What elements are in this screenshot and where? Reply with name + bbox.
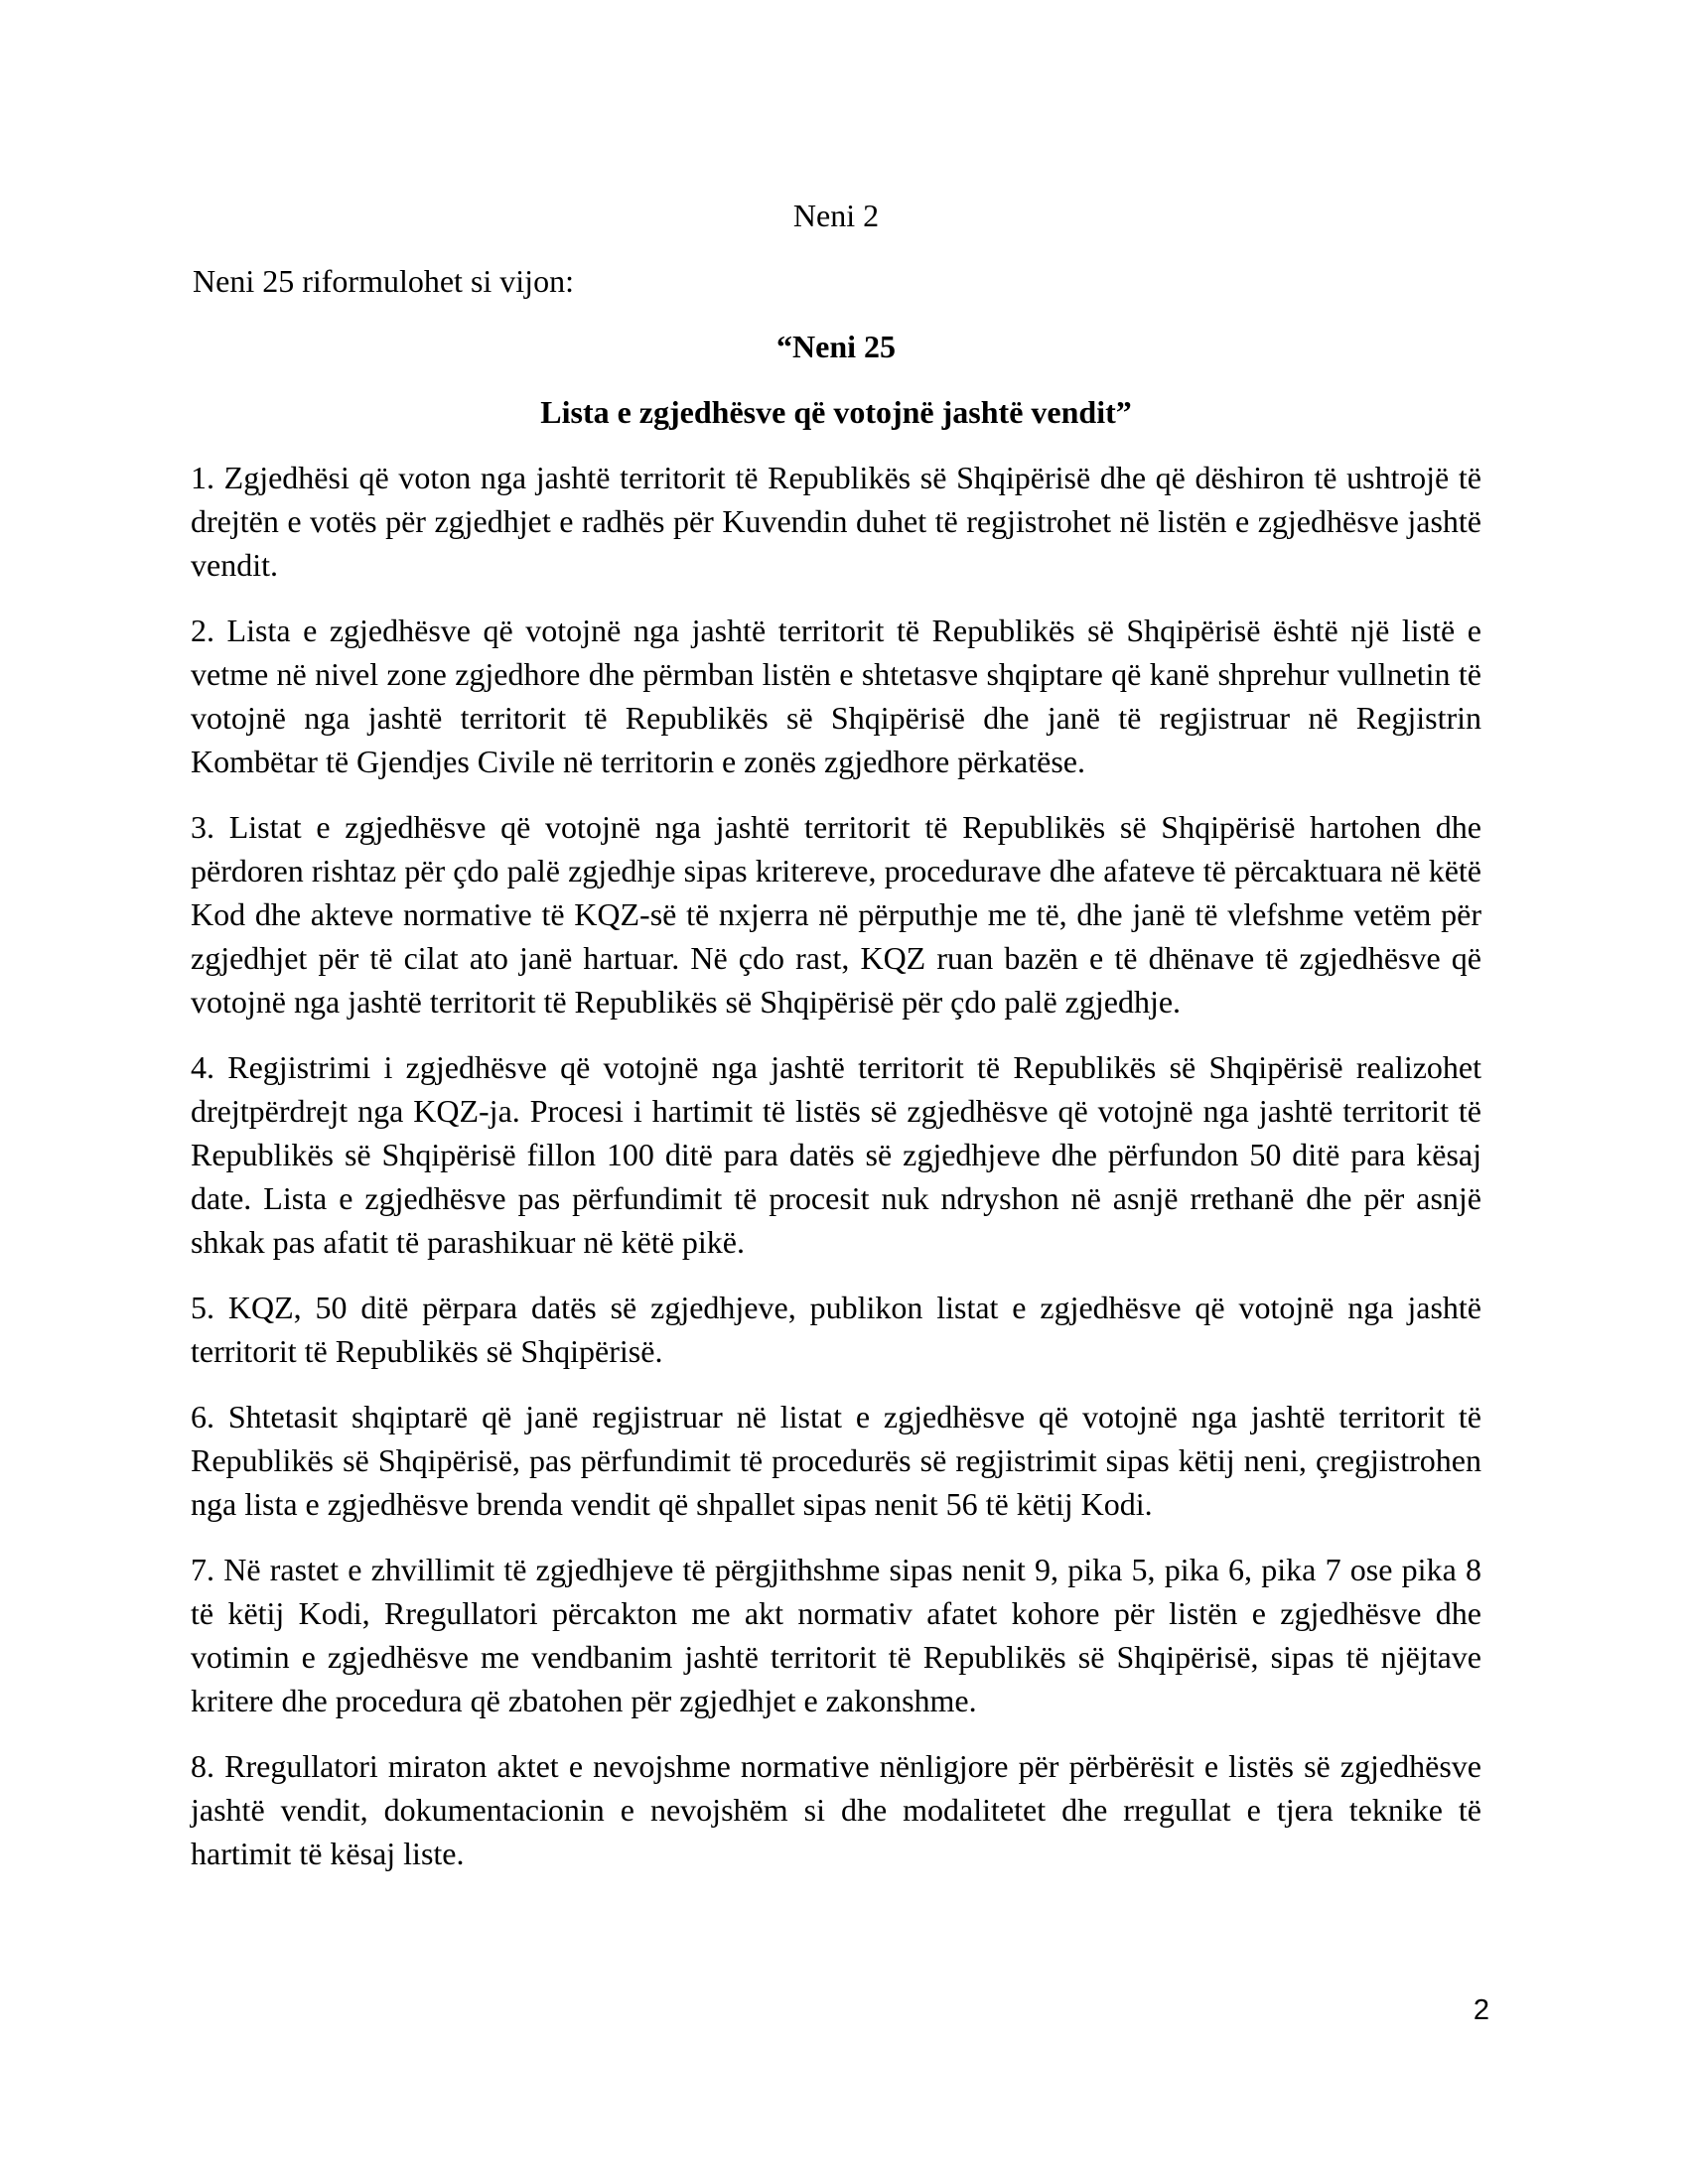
paragraph-4: 4. Regjistrimi i zgjedhësve që votojnë nga jashtë territorit të Republikës së Shqipërisë realizohet drejtpërdrejt nga KQZ-ja. Procesi i hartimit të listës së zgjedhësve që votojnë nga jashtë territorit të Republikës së Shqipërisë fillon 100 ditë para datës së zgjedhjeve dhe përfundon 50 ditë para kësaj date. Lista e zgjedhësve pas përfundimit të procesit nuk ndryshon në asnjë rrethanë dhe për asnjë shkak pas afatit të parashikuar në këtë pikë. [191, 1049, 1481, 1260]
intro-line: Neni 25 riformulohet si vijon: [193, 263, 574, 299]
paragraph-8: 8. Rregullatori miraton aktet e nevojshme normative nënligjore për përbërësit e listës së zgjedhësve jashtë vendit, dokumentacionin e nevojshëm si dhe modalitetet dhe rregullat e tjera teknike të hartimit të kësaj liste. [191, 1748, 1481, 1871]
paragraph-7: 7. Në rastet e zhvillimit të zgjedhjeve të përgjithshme sipas nenit 9, pika 5, pika 6, pika 7 ose pika 8 të këtij Kodi, Rregullatori përcakton me akt normativ afatet kohore për listën e zgjedhësve dhe votimin e zgjedhësve me vendbanim jashtë territorit të Republikës së Shqipërisë, sipas të njëjtave kritere dhe procedura që zbatohen për zgjedhjet e zakonshme. [191, 1552, 1481, 1718]
paragraph-3: 3. Listat e zgjedhësve që votojnë nga jashtë territorit të Republikës së Shqipërisë hartohen dhe përdoren rishtaz për çdo palë zgjedhje sipas kritereve, procedurave dhe afateve të përcaktuara në këtë Kod dhe akteve normative të KQZ-së të nxjerra në përputhje me të, dhe janë të vlefshme vetëm për zgjedhjet për të cilat ato janë hartuar. Në çdo rast, KQZ ruan bazën e të dhënave të zgjedhësve që votojnë nga jashtë territorit të Republikës së Shqipërisë për çdo palë zgjedhje. [191, 809, 1481, 1020]
page-number: 2 [1473, 1994, 1489, 2026]
paragraph-2: 2. Lista e zgjedhësve që votojnë nga jashtë territorit të Republikës së Shqipërisë është një listë e vetme në nivel zone zgjedhore dhe përmban listën e shtetasve shqiptare që kanë shprehur vullnetin të votojnë nga jashtë territorit të Republikës së Shqipërisë dhe janë të regjistruar në Regjistrin Kombëtar të Gjendjes Civile në territorin e zonës zgjedhore përkatëse. [191, 613, 1481, 779]
paragraph-1: 1. Zgjedhësi që voton nga jashtë territorit të Republikës së Shqipërisë dhe që dëshiron të ushtrojë të drejtën e votës për zgjedhjet e radhës për Kuvendin duhet të regjistrohet në listën e zgjedhësve jashtë vendit. [191, 460, 1481, 583]
article-heading: Neni 2 [792, 198, 880, 233]
document-body [191, 194, 1481, 1897]
article-title: Lista e zgjedhësve që votojnë jashtë vendit” [540, 394, 1132, 430]
quoted-article-heading: “Neni 25 [776, 329, 896, 364]
paragraph-5: 5. KQZ, 50 ditë përpara datës së zgjedhjeve, publikon listat e zgjedhësve që votojnë nga jashtë territorit të Republikës së Shqipërisë. [191, 1290, 1481, 1369]
paragraph-6: 6. Shtetasit shqiptarë që janë regjistruar në listat e zgjedhësve që votojnë nga jashtë territorit të Republikës së Shqipërisë, pas përfundimit të procedurës së regjistrimit sipas këtij neni, çregjistrohen nga lista e zgjedhësve brenda vendit që shpallet sipas nenit 56 të këtij Kodi. [191, 1399, 1481, 1522]
